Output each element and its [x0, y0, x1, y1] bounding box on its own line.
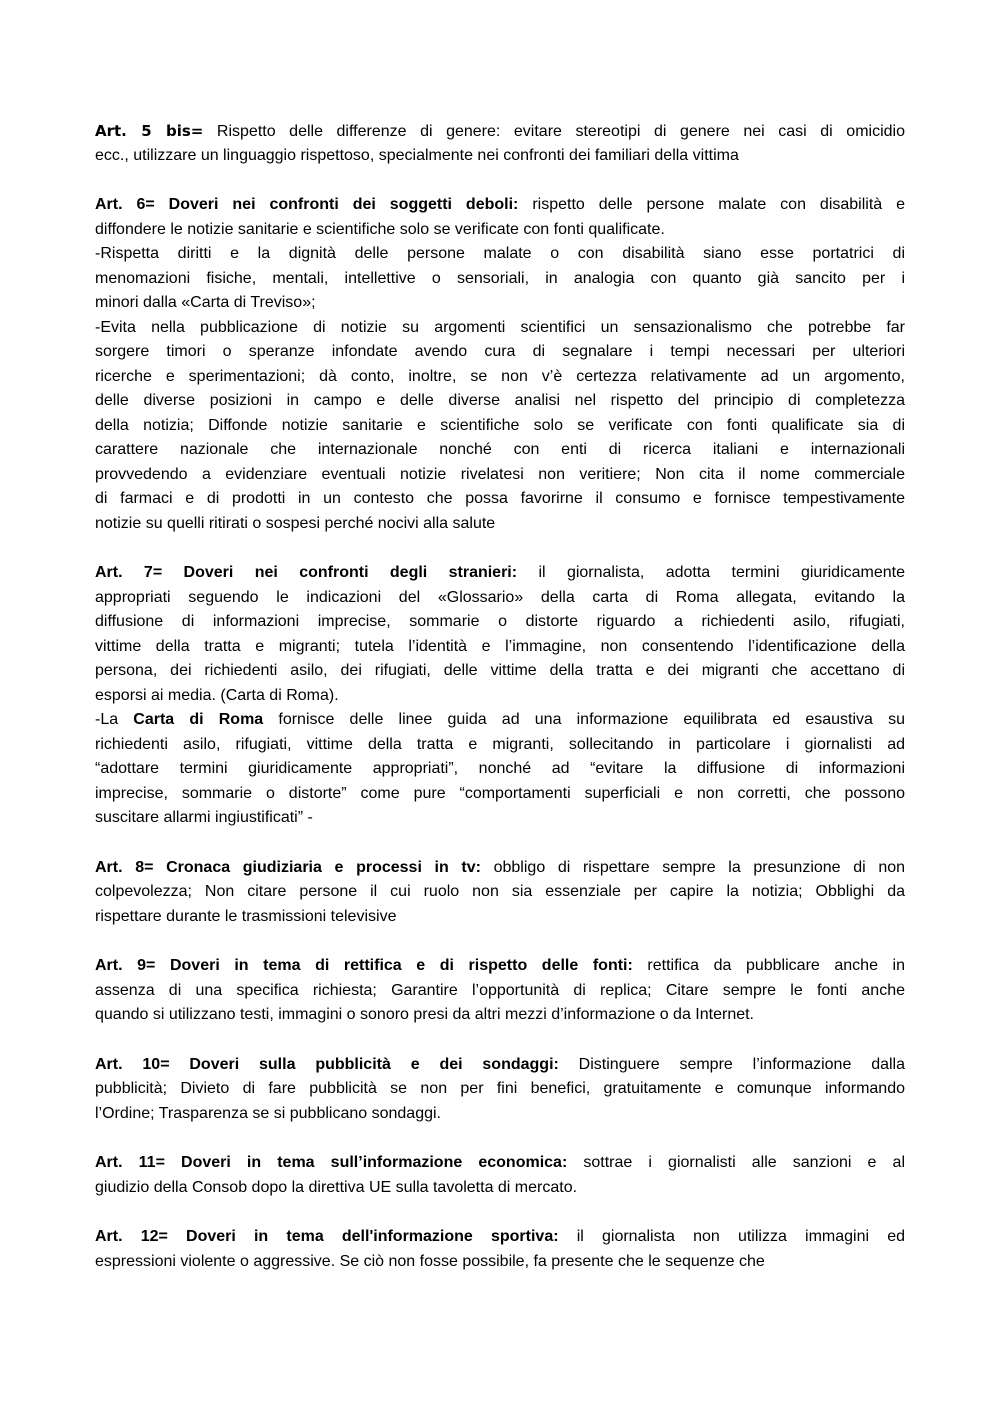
body-text: imprecise, sommarie o distorte” come pure “comportamenti superficiali e non corretti, che possono	[95, 784, 905, 802]
article-art-9	[95, 954, 905, 1028]
article-art-10	[95, 1053, 905, 1127]
text-line	[95, 1176, 905, 1201]
text-line	[95, 487, 905, 512]
text-line	[95, 856, 905, 881]
article-heading: Art. 10= Doveri sulla pubblicità e dei sondaggi:	[95, 1055, 559, 1073]
article-heading: Art. 6= Doveri nei confronti dei soggetti deboli:	[95, 196, 519, 213]
body-text: rispetto delle persone malate con disabilità e	[518, 196, 905, 213]
body-text: -La	[95, 711, 134, 728]
body-text: quando si utilizzano testi, immagini o sonoro presi da altri mezzi d’informazione o da Internet.	[95, 1006, 754, 1023]
body-text: notizie su quelli ritirati o sospesi perché nocivi alla salute	[95, 514, 496, 532]
text-line	[95, 414, 905, 439]
text-line	[95, 757, 905, 782]
article-heading: Art. 9= Doveri in tema di rettifica e di rispetto delle fonti:	[95, 957, 633, 974]
article-heading: Carta di Roma	[133, 711, 264, 728]
text-line	[95, 806, 905, 831]
body-text: vittime della tratta e migranti; tutela l’identità e l’immagine, non consentendo l’identificazione della	[95, 637, 905, 655]
text-line	[95, 1151, 905, 1176]
body-text: pubblicità; Divieto di fare pubblicità se non per fini benefici, gratuitamente e comunque informando	[95, 1080, 905, 1097]
body-text: suscitare allarmi ingiustificati” -	[95, 809, 313, 826]
body-text: obbligo di rispettare sempre la presunzione di non	[480, 858, 905, 876]
body-text: rettifica da pubblicare anche in	[632, 957, 905, 974]
article-art-5-bis	[95, 119, 905, 168]
body-text: persona, dei richiedenti asilo, dei rifugiati, delle vittime della tratta e dei migranti che accettano di	[95, 662, 905, 679]
text-line	[95, 512, 905, 537]
body-text: colpevolezza; Non citare persone il cui ruolo non sia essenziale per capire la notizia; Obblighi da	[95, 883, 905, 900]
body-text: delle diverse posizioni in campo e delle diverse analisi nel rispetto del principio di completezza	[95, 392, 905, 409]
text-line	[95, 267, 905, 292]
text-line	[95, 979, 905, 1004]
body-text: Rispetto delle differenze di genere: evitare stereotipi di genere nei casi di omicidio	[203, 123, 905, 140]
article-art-8	[95, 856, 905, 930]
article-art-7	[95, 561, 905, 831]
text-line	[95, 119, 905, 144]
body-text: provvedendo a evidenziare eventuali notizie rivelatesi non veritiere; Non cita il nome commerciale	[95, 465, 905, 483]
body-text: carattere nazionale che internazionale nonché con enti di ricerca italiani e internazionali	[95, 441, 905, 458]
text-line	[95, 905, 905, 930]
article-heading: Art. 8= Cronaca giudiziaria e processi in tv:	[95, 858, 481, 876]
text-line	[95, 635, 905, 660]
text-line	[95, 1102, 905, 1127]
body-text: -Rispetta diritti e la dignità delle persone malate o con disabilità siano esse portatrici di	[95, 245, 905, 262]
body-text: della notizia; Diffonde notizie sanitarie e scientifiche solo se verificate con fonti qualificate sia di	[95, 416, 905, 434]
text-line	[95, 340, 905, 365]
body-text: esporsi ai media. (Carta di Roma).	[95, 686, 339, 704]
body-text: giudizio della Consob dopo la direttiva UE sulla tavoletta di mercato.	[95, 1178, 578, 1196]
article-art-6	[95, 193, 905, 536]
body-text: ecc., utilizzare un linguaggio rispettoso, specialmente nei confronti dei familiari della vittima	[95, 146, 739, 164]
text-line	[95, 1003, 905, 1028]
body-text: appropriati seguendo le indicazioni del «Glossario» della carta di Roma allegata, evitando la	[95, 588, 905, 606]
text-line	[95, 708, 905, 733]
text-line	[95, 438, 905, 463]
text-line	[95, 365, 905, 390]
body-text: rispettare durante le trasmissioni televisive	[95, 907, 397, 925]
text-line	[95, 193, 905, 218]
text-line	[95, 316, 905, 341]
body-text: menomazioni fisiche, mentali, intellettive o sensoriali, in analogia con quanto già sancito per i	[95, 269, 905, 287]
body-text: il giornalista non utilizza immagini ed	[558, 1228, 905, 1245]
text-line	[95, 586, 905, 611]
body-text: “adottare termini giuridicamente appropriati”, nonché ad “evitare la diffusione di informazioni	[95, 760, 905, 777]
text-line	[95, 1250, 905, 1275]
body-text: di farmaci e di prodotti in un contesto che possa favorirne il consumo e fornisce tempestivamente	[95, 490, 905, 507]
text-line	[95, 659, 905, 684]
body-text: Distinguere sempre l’informazione dalla	[558, 1055, 905, 1073]
body-text: diffondere le notizie sanitarie e scientifiche solo se verificate con fonti qualificate.	[95, 220, 665, 238]
text-line	[95, 1077, 905, 1102]
body-text: assenza di una specifica richiesta; Garantire l’opportunità di replica; Citare sempre le fonti anche	[95, 981, 905, 999]
article-art-12	[95, 1225, 905, 1274]
text-line	[95, 733, 905, 758]
body-text: ricerche e sperimentazioni; dà conto, inoltre, se non v’è certezza relativamente ad un argomento,	[95, 367, 905, 385]
text-line	[95, 782, 905, 807]
body-text: minori dalla «Carta di Treviso»;	[95, 294, 316, 311]
document-page	[95, 119, 905, 1299]
text-line	[95, 144, 905, 169]
text-line	[95, 1053, 905, 1078]
text-line	[95, 880, 905, 905]
text-line	[95, 684, 905, 709]
body-text: l’Ordine; Trasparenza se si pubblicano sondaggi.	[95, 1104, 441, 1122]
text-line	[95, 1225, 905, 1250]
text-line	[95, 242, 905, 267]
article-heading: Art. 5 bis=	[95, 122, 204, 140]
text-line	[95, 218, 905, 243]
body-text: diffusione di informazioni imprecise, sommarie o distorte riguardo a richiedenti asilo, rifugiati,	[95, 613, 905, 630]
text-line	[95, 389, 905, 414]
body-text: -Evita nella pubblicazione di notizie su argomenti scientifici un sensazionalismo che potrebbe far	[95, 318, 905, 336]
article-art-11	[95, 1151, 905, 1200]
article-heading: Art. 11= Doveri in tema sull’informazione economica:	[95, 1154, 568, 1171]
text-line	[95, 954, 905, 979]
text-line	[95, 463, 905, 488]
text-line	[95, 610, 905, 635]
text-line	[95, 291, 905, 316]
body-text: espressioni violente o aggressive. Se ciò non fosse possibile, fa presente che le sequenze che	[95, 1252, 765, 1270]
body-text: richiedenti asilo, rifugiati, vittime della tratta e migranti, sollecitando in particolare i giornalisti ad	[95, 735, 905, 753]
article-heading: Art. 7= Doveri nei confronti degli stranieri:	[95, 564, 518, 581]
body-text: il giornalista, adotta termini giuridicamente	[517, 564, 905, 581]
body-text: sottrae i giornalisti alle sanzioni e al	[567, 1154, 905, 1171]
body-text: sorgere timori o speranze infondate avendo cura di segnalare i tempi necessari per ulteriori	[95, 343, 905, 360]
article-heading: Art. 12= Doveri in tema dell'informazione sportiva:	[95, 1228, 559, 1245]
text-line	[95, 561, 905, 586]
body-text: fornisce delle linee guida ad una informazione equilibrata ed esaustiva su	[263, 711, 905, 728]
